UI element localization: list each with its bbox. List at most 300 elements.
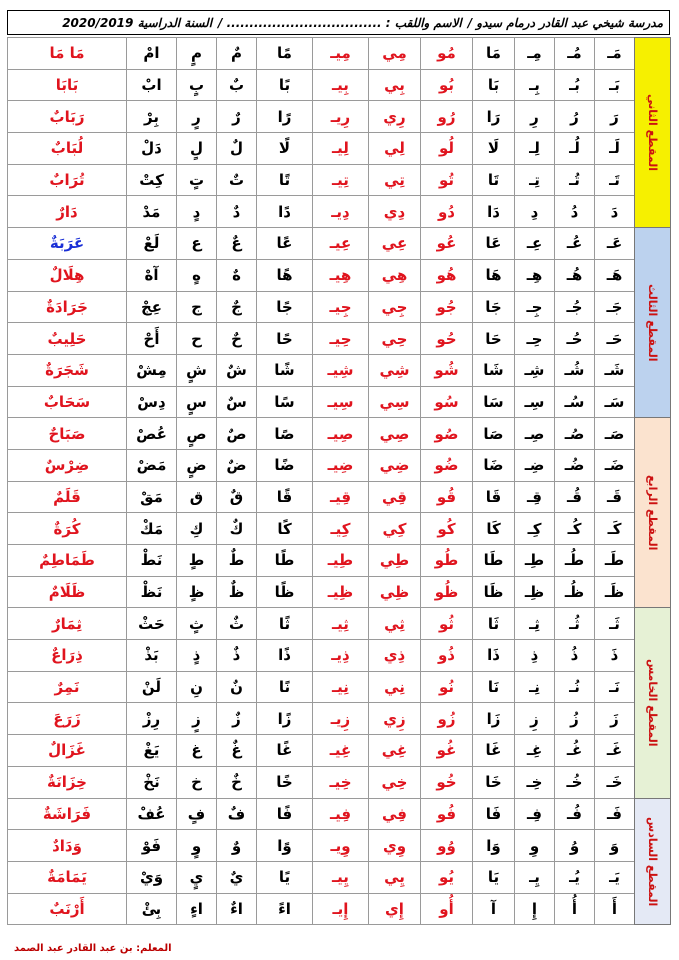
syllable-cell: إِ xyxy=(515,893,555,925)
syllable-cell: جَا xyxy=(473,291,515,323)
syllable-cell: يَغْ xyxy=(127,735,177,767)
example-word: شَجَرَةٌ xyxy=(8,354,127,386)
example-word: قَلَمٌ xyxy=(8,481,127,513)
syllable-cell: فُو xyxy=(421,798,473,830)
syllable-cell: شِيـ xyxy=(313,354,369,386)
syllable-cell: وِيـ xyxy=(313,830,369,862)
syllable-cell: دِي xyxy=(369,196,421,228)
syllable-cell: عُو xyxy=(421,228,473,260)
syllable-cell: لِي xyxy=(369,133,421,165)
section-label: المقطع الرابع xyxy=(635,418,671,608)
syllable-cell: عًا xyxy=(257,228,313,260)
syllable-cell: حِي xyxy=(369,323,421,355)
example-word: ثِمَارٌ xyxy=(8,608,127,640)
syllable-cell: دِيـ xyxy=(313,196,369,228)
syllable-cell: لَـ xyxy=(595,133,635,165)
syllable-cell: ذٌ xyxy=(217,640,257,672)
syllable-row xyxy=(8,449,671,481)
syllable-cell: سَـ xyxy=(595,386,635,418)
syllable-cell: شُـ xyxy=(555,354,595,386)
syllable-row xyxy=(8,671,671,703)
syllable-cell: حِيـ xyxy=(313,323,369,355)
syllable-cell: لِيـ xyxy=(313,133,369,165)
syllable-cell: تٌ xyxy=(217,164,257,196)
syllable-cell: نَطْ xyxy=(127,545,177,577)
syllable-row xyxy=(8,164,671,196)
syllable-cell: شِـ xyxy=(515,354,555,386)
example-word: عَرَبَةٌ xyxy=(8,228,127,260)
syllable-cell: جٌ xyxy=(217,291,257,323)
syllable-cell: نِي xyxy=(369,671,421,703)
syllable-cell: طُـ xyxy=(555,545,595,577)
name-field-label: الاسم واللقب : .................................. / xyxy=(218,15,462,30)
syllable-cell: نَـ xyxy=(595,671,635,703)
syllable-cell: أَحْ xyxy=(127,323,177,355)
school-name: مدرسة شيخي عبد القادر درمام سيدو / xyxy=(467,15,663,30)
syllable-cell: سِيـ xyxy=(313,386,369,418)
syllable-cell: فِـ xyxy=(515,798,555,830)
syllable-cell: سٌ xyxy=(217,386,257,418)
example-word: ظَلَامٌ xyxy=(8,576,127,608)
syllable-cell: مًا xyxy=(257,38,313,70)
syllable-cell: خِيـ xyxy=(313,766,369,798)
syllable-cell: تِيـ xyxy=(313,164,369,196)
syllable-cell: نَظْ xyxy=(127,576,177,608)
syllable-cell: وَا xyxy=(473,830,515,862)
syllable-cell: ج xyxy=(177,291,217,323)
syllable-cell: قِـ xyxy=(515,481,555,513)
syllable-cell: طًا xyxy=(257,545,313,577)
example-word: كُرَةٌ xyxy=(8,513,127,545)
syllable-cell: جُـ xyxy=(555,291,595,323)
syllable-cell: ذِيـ xyxy=(313,640,369,672)
syllable-cell: حُـ xyxy=(555,323,595,355)
syllable-cell: خٌ xyxy=(217,766,257,798)
syllable-cell: غَـ xyxy=(595,735,635,767)
syllable-cell: بِئْ xyxy=(127,893,177,925)
syllable-cell: حُو xyxy=(421,323,473,355)
syllable-cell: شٌ xyxy=(217,354,257,386)
syllable-cell: هٌ xyxy=(217,259,257,291)
syllable-cell: يُـ xyxy=(555,861,595,893)
syllable-cell: ذٍ xyxy=(177,640,217,672)
syllable-cell: يِيـ xyxy=(313,861,369,893)
syllable-cell: عُفْ xyxy=(127,798,177,830)
syllable-cell: صِي xyxy=(369,418,421,450)
syllable-cell: يٌ xyxy=(217,861,257,893)
syllable-cell: ضًا xyxy=(257,449,313,481)
syllable-cell: غِيـ xyxy=(313,735,369,767)
syllable-cell: وَ xyxy=(595,830,635,862)
syllable-cell: غِـ xyxy=(515,735,555,767)
syllable-cell: خَـ xyxy=(595,766,635,798)
syllable-cell: مَكْ xyxy=(127,513,177,545)
syllable-cell: اءٍ xyxy=(177,893,217,925)
syllable-cell: شِي xyxy=(369,354,421,386)
syllable-cell: ثُـ xyxy=(555,608,595,640)
syllable-cell: يٍ xyxy=(177,861,217,893)
syllable-cell: بٌ xyxy=(217,69,257,101)
syllable-cell: مٌ xyxy=(217,38,257,70)
syllable-cell: تَـ xyxy=(595,164,635,196)
syllable-cell: ظِـ xyxy=(515,576,555,608)
syllable-cell: غ xyxy=(177,735,217,767)
syllable-cell: شُو xyxy=(421,354,473,386)
school-year: السنة الدراسية 2020/2019 xyxy=(62,15,213,30)
syllable-cell: دٍ xyxy=(177,196,217,228)
syllable-cell: زِ xyxy=(515,703,555,735)
syllable-cell: ثَا xyxy=(473,608,515,640)
syllable-row xyxy=(8,861,671,893)
syllable-cell: مِي xyxy=(369,38,421,70)
syllable-cell: يَا xyxy=(473,861,515,893)
syllable-cell: ذُو xyxy=(421,640,473,672)
syllable-cell: مَـ xyxy=(595,38,635,70)
example-word: صَبَاحٌ xyxy=(8,418,127,450)
syllable-cell: سَا xyxy=(473,386,515,418)
syllable-cell: حَـ xyxy=(595,323,635,355)
syllable-cell: ضُو xyxy=(421,449,473,481)
syllable-cell: زُو xyxy=(421,703,473,735)
syllable-cell: لِـ xyxy=(515,133,555,165)
example-word: جَرَادَةٌ xyxy=(8,291,127,323)
syllable-cell: طِـ xyxy=(515,545,555,577)
syllable-cell: زًا xyxy=(257,703,313,735)
syllable-cell: دِسْ xyxy=(127,386,177,418)
syllable-cell: فِيـ xyxy=(313,798,369,830)
syllable-cell: امْ xyxy=(127,38,177,70)
example-word: حَلِيبٌ xyxy=(8,323,127,355)
syllable-cell: هٍ xyxy=(177,259,217,291)
example-word: ضِرْسٌ xyxy=(8,449,127,481)
syllable-cell: فٌ xyxy=(217,798,257,830)
syllable-cell: كِيـ xyxy=(313,513,369,545)
syllable-cell: زِي xyxy=(369,703,421,735)
syllable-cell: وِ xyxy=(515,830,555,862)
example-word: بَابَا xyxy=(8,69,127,101)
syllable-cell: طِيـ xyxy=(313,545,369,577)
syllable-cell: رُ xyxy=(555,101,595,133)
syllable-cell: سِي xyxy=(369,386,421,418)
example-word: تُرَابٌ xyxy=(8,164,127,196)
syllable-cell: كِـ xyxy=(515,513,555,545)
syllable-cell: أُو xyxy=(421,893,473,925)
syllable-cell: بِيـ xyxy=(313,69,369,101)
syllable-cell: بَذْ xyxy=(127,640,177,672)
syllable-cell: عُـ xyxy=(555,228,595,260)
syllable-cell: رٌ xyxy=(217,101,257,133)
syllable-cell: ضَـ xyxy=(595,449,635,481)
syllable-cell: رٍ xyxy=(177,101,217,133)
syllable-cell: تٍ xyxy=(177,164,217,196)
syllable-cell: لَعْ xyxy=(127,228,177,260)
syllable-cell: أَ xyxy=(595,893,635,925)
syllable-cell: هُـ xyxy=(555,259,595,291)
syllable-cell: يَـ xyxy=(595,861,635,893)
example-word: نَمِرٌ xyxy=(8,671,127,703)
syllable-row xyxy=(8,418,671,450)
syllable-cell: وٍ xyxy=(177,830,217,862)
syllable-cell: تِـ xyxy=(515,164,555,196)
syllable-cell: كًا xyxy=(257,513,313,545)
syllable-cell: زَا xyxy=(473,703,515,735)
syllable-cell: صُـ xyxy=(555,418,595,450)
syllable-cell: رِ xyxy=(515,101,555,133)
syllable-cell: وُ xyxy=(555,830,595,862)
syllable-cell: رَ xyxy=(595,101,635,133)
syllable-cell: سِـ xyxy=(515,386,555,418)
syllable-cell: ثِـ xyxy=(515,608,555,640)
syllable-cell: فٍ xyxy=(177,798,217,830)
syllable-cell: صَـ xyxy=(595,418,635,450)
syllable-cell: طَا xyxy=(473,545,515,577)
syllable-row xyxy=(8,69,671,101)
syllable-cell: صًا xyxy=(257,418,313,450)
syllable-row xyxy=(8,576,671,608)
syllable-cell: فًا xyxy=(257,798,313,830)
syllable-cell: صَا xyxy=(473,418,515,450)
syllable-cell: ظٍ xyxy=(177,576,217,608)
syllable-cell: جِيـ xyxy=(313,291,369,323)
syllable-cell: رِي xyxy=(369,101,421,133)
syllable-row xyxy=(8,640,671,672)
syllable-cell: نٌ xyxy=(217,671,257,703)
syllable-cell: ضَا xyxy=(473,449,515,481)
syllable-cell: عِـ xyxy=(515,228,555,260)
syllable-cell: أُ xyxy=(555,893,595,925)
syllable-cell: ظِي xyxy=(369,576,421,608)
syllable-cell: عٌ xyxy=(217,228,257,260)
syllable-cell: هَا xyxy=(473,259,515,291)
syllable-cell: ثٌ xyxy=(217,608,257,640)
syllable-row xyxy=(8,703,671,735)
syllable-cell: ضِي xyxy=(369,449,421,481)
syllable-cell: رِزْ xyxy=(127,703,177,735)
syllable-cell: صِيـ xyxy=(313,418,369,450)
syllable-cell: طَـ xyxy=(595,545,635,577)
syllable-cell: عُصْ xyxy=(127,418,177,450)
syllable-cell: شَـ xyxy=(595,354,635,386)
syllable-cell: ظَا xyxy=(473,576,515,608)
syllable-cell: هًا xyxy=(257,259,313,291)
syllable-cell: ضٌ xyxy=(217,449,257,481)
syllable-cell: ثَـ xyxy=(595,608,635,640)
teacher-name: المعلم: بن عبد القادر عبد الصمد xyxy=(14,943,172,954)
syllable-cell: غُو xyxy=(421,735,473,767)
syllable-cell: اءً xyxy=(257,893,313,925)
example-word: أَرْنَبٌ xyxy=(8,893,127,925)
syllable-cell: ذَ xyxy=(595,640,635,672)
syllable-cell: جُو xyxy=(421,291,473,323)
syllable-cell: يِـ xyxy=(515,861,555,893)
syllable-cell: زِيـ xyxy=(313,703,369,735)
syllable-cell: حٌ xyxy=(217,323,257,355)
syllable-cell: خَا xyxy=(473,766,515,798)
example-word: خِزَانَةٌ xyxy=(8,766,127,798)
syllable-cell: هِي xyxy=(369,259,421,291)
syllable-cell: عِيـ xyxy=(313,228,369,260)
syllable-row xyxy=(8,259,671,291)
syllable-cell: ضِـ xyxy=(515,449,555,481)
syllable-cell: حَثْ xyxy=(127,608,177,640)
syllable-cell: ثِي xyxy=(369,608,421,640)
syllable-cell: وِي xyxy=(369,830,421,862)
syllable-cell: زَ xyxy=(595,703,635,735)
syllable-cell: سٍ xyxy=(177,386,217,418)
syllable-cell: تُو xyxy=(421,164,473,196)
syllable-cell: نَخْ xyxy=(127,766,177,798)
syllable-row xyxy=(8,513,671,545)
syllable-cell: قًا xyxy=(257,481,313,513)
syllable-cell: خِـ xyxy=(515,766,555,798)
syllable-cell: جًا xyxy=(257,291,313,323)
syllable-cell: آهْ xyxy=(127,259,177,291)
syllable-cell: صُو xyxy=(421,418,473,450)
syllable-cell: لَنْ xyxy=(127,671,177,703)
syllable-cell: كُـ xyxy=(555,513,595,545)
syllable-cell: وًا xyxy=(257,830,313,862)
syllable-cell: وُو xyxy=(421,830,473,862)
syllable-cell: مُـ xyxy=(555,38,595,70)
syllable-cell: نِ xyxy=(177,671,217,703)
syllable-cell: حِـ xyxy=(515,323,555,355)
syllable-cell: زٍ xyxy=(177,703,217,735)
syllable-cell: شَا xyxy=(473,354,515,386)
syllable-cell: بِرْ xyxy=(127,101,177,133)
syllable-row xyxy=(8,38,671,70)
syllable-cell: خُـ xyxy=(555,766,595,798)
example-word: ذِرَاعٌ xyxy=(8,640,127,672)
syllable-cell: شًا xyxy=(257,354,313,386)
syllable-cell: آ xyxy=(473,893,515,925)
syllable-cell: رُو xyxy=(421,101,473,133)
syllable-cell: وَيْ xyxy=(127,861,177,893)
syllable-cell: ظُـ xyxy=(555,576,595,608)
syllable-cell: غَا xyxy=(473,735,515,767)
section-label: المقطع الثاني xyxy=(635,38,671,228)
syllable-cell: قُو xyxy=(421,481,473,513)
syllable-cell: فُـ xyxy=(555,798,595,830)
example-word: دَارٌ xyxy=(8,196,127,228)
syllable-cell: زُ xyxy=(555,703,595,735)
syllable-cell: ح xyxy=(177,323,217,355)
syllable-cell: يًا xyxy=(257,861,313,893)
syllable-cell: نُو xyxy=(421,671,473,703)
syllable-cell: إِي xyxy=(369,893,421,925)
syllable-cell: لَا xyxy=(473,133,515,165)
syllable-cell: لُـ xyxy=(555,133,595,165)
syllable-row xyxy=(8,608,671,640)
syllable-row xyxy=(8,101,671,133)
syllable-cell: ثُو xyxy=(421,608,473,640)
syllable-cell: فَوْ xyxy=(127,830,177,862)
syllable-cell: قَـ xyxy=(595,481,635,513)
syllable-cell: كَا xyxy=(473,513,515,545)
syllable-cell: وٌ xyxy=(217,830,257,862)
syllable-cell: قٌ xyxy=(217,481,257,513)
example-word: سَحَابٌ xyxy=(8,386,127,418)
syllable-row xyxy=(8,481,671,513)
syllable-cell: طٌ xyxy=(217,545,257,577)
syllable-cell: ذِ xyxy=(515,640,555,672)
syllable-row xyxy=(8,830,671,862)
section-label: المقطع الخامس xyxy=(635,608,671,798)
syllable-cell: ظٌ xyxy=(217,576,257,608)
syllable-cell: بَـ xyxy=(595,69,635,101)
syllable-cell: دَلْ xyxy=(127,133,177,165)
syllable-cell: تُـ xyxy=(555,164,595,196)
syllable-row xyxy=(8,196,671,228)
syllable-cell: ظِيـ xyxy=(313,576,369,608)
syllable-cell: هِيـ xyxy=(313,259,369,291)
syllable-cell: زٌ xyxy=(217,703,257,735)
syllable-cell: قِي xyxy=(369,481,421,513)
syllable-cell: لُو xyxy=(421,133,473,165)
syllable-cell: عِي xyxy=(369,228,421,260)
syllable-cell: صِـ xyxy=(515,418,555,450)
example-word: فَرَاشَةٌ xyxy=(8,798,127,830)
example-word: يَمَامَةٌ xyxy=(8,861,127,893)
syllable-cell: مَا xyxy=(473,38,515,70)
syllable-cell: ق xyxy=(177,481,217,513)
syllable-cell: بِي xyxy=(369,69,421,101)
syllable-cell: ذِي xyxy=(369,640,421,672)
worksheet-header xyxy=(7,10,670,35)
example-word: زَرَعَ xyxy=(8,703,127,735)
syllable-cell: جِـ xyxy=(515,291,555,323)
syllable-cell: مِشْ xyxy=(127,354,177,386)
syllable-cell: كِي xyxy=(369,513,421,545)
example-word: غَزَالٌ xyxy=(8,735,127,767)
syllable-cell: صٍ xyxy=(177,418,217,450)
syllable-cell: دًا xyxy=(257,196,313,228)
syllable-cell: مِـ xyxy=(515,38,555,70)
syllable-cell: جِي xyxy=(369,291,421,323)
syllable-cell: بَا xyxy=(473,69,515,101)
syllable-cell: خِي xyxy=(369,766,421,798)
syllable-cell: بُو xyxy=(421,69,473,101)
example-word: مَا مَا xyxy=(8,38,127,70)
syllable-cell: عَـ xyxy=(595,228,635,260)
syllable-cell: بًا xyxy=(257,69,313,101)
syllable-row xyxy=(8,545,671,577)
syllable-cell: طٍ xyxy=(177,545,217,577)
syllable-cell: مَدْ xyxy=(127,196,177,228)
syllable-cell: سُو xyxy=(421,386,473,418)
syllable-cell: كٌ xyxy=(217,513,257,545)
syllable-row xyxy=(8,386,671,418)
syllable-cell: خًا xyxy=(257,766,313,798)
syllable-cell: دَا xyxy=(473,196,515,228)
syllable-cell: اءٌ xyxy=(217,893,257,925)
syllable-row xyxy=(8,766,671,798)
example-word: هِلَالٌ xyxy=(8,259,127,291)
syllable-cell: عَا xyxy=(473,228,515,260)
syllable-cell: ضِيـ xyxy=(313,449,369,481)
syllable-cell: غًا xyxy=(257,735,313,767)
syllable-cell: صٌ xyxy=(217,418,257,450)
syllable-row xyxy=(8,323,671,355)
syllable-cell: قَا xyxy=(473,481,515,513)
syllable-cell: نُـ xyxy=(555,671,595,703)
syllable-cell: كُو xyxy=(421,513,473,545)
syllable-cell: لٍ xyxy=(177,133,217,165)
syllable-cell: ظَـ xyxy=(595,576,635,608)
syllable-cell: تَا xyxy=(473,164,515,196)
syllable-row xyxy=(8,354,671,386)
syllable-cell: بُـ xyxy=(555,69,595,101)
syllable-cell: يُو xyxy=(421,861,473,893)
